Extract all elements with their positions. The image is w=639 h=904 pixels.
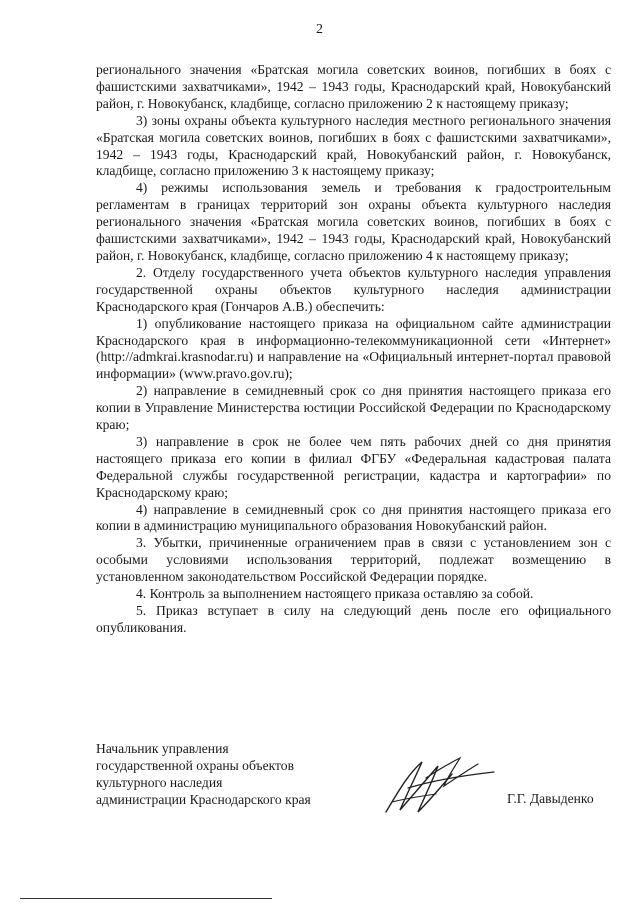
paragraph: 3. Убытки, причиненные ограничением прав в связи с установлением зон с особыми условиями использования территорий, подлежат возмещению в установленном законодательством Российской Федерации порядке.: [96, 535, 611, 585]
handwritten-signature: [378, 752, 498, 818]
position-line: государственной охраны объектов: [96, 758, 295, 773]
paragraph: 4. Контроль за выполнением настоящего приказа оставляю за собой.: [136, 586, 534, 602]
signer-name: Г.Г. Давыденко: [507, 791, 594, 806]
paragraph: 3) зоны охраны объекта культурного наследия местного регионального значения «Братская могила советских воинов, погибших в боях с фашистскими захватчиками», 1942 – 1943 годы, Краснодарский край, Новокубанский район, г. Новокубанск, кладбище, согласно приложению 3 к настоящему приказу;: [96, 112, 611, 179]
paragraph: регионального значения «Братская могила советских воинов, погибших в боях с фашистскими захватчиками», 1942 – 1943 годы, Краснодарский край, Новокубанский район, г. Новокубанск, кладбище, согласно приложению 2 к настоящему приказу;: [96, 62, 611, 111]
page-number: 2: [316, 22, 323, 37]
document-body: [96, 62, 611, 637]
paragraph: 2) направление в семидневный срок со дня принятия настоящего приказа его копии в Управление Министерства юстиции Российской Федерации по Краснодарскому краю;: [96, 383, 611, 433]
position-line: администрации Краснодарского края: [96, 792, 311, 807]
paragraph: 1) опубликование настоящего приказа на официальном сайте администрации Краснодарского края в информационно-телекоммуникационной сети «Интернет» (http://admkrai.krasnodar.ru) и направление на «Официальный интернет-портал правовой информации» (www.pravo.gov.ru);: [96, 315, 611, 382]
signatory-position: [96, 740, 356, 808]
paragraph: 4) направление в семидневный срок со дня принятия настоящего приказа его копии в администрацию муниципального образования Новокубанский район.: [96, 501, 611, 534]
position-line: культурного наследия: [96, 775, 223, 790]
position-line: Начальник управления: [96, 741, 229, 756]
footnote-rule: [20, 898, 272, 899]
paragraph: 4) режимы использования земель и требования к градостроительным регламентам в границах территорий зон охраны объекта культурного наследия регионального значения «Братская могила советских воинов, погибших в боях с фашистскими захватчиками», 1942 – 1943 годы, Краснодарский край, Новокубанский район, г. Новокубанск, кладбище, согласно приложению 4 к настоящему приказу;: [96, 180, 611, 263]
paragraph: 2. Отделу государственного учета объектов культурного наследия управления государственной охраны объектов культурного наследия администрации Краснодарского края (Гончаров А.В.) обеспечить:: [96, 264, 611, 314]
paragraph: 3) направление в срок не более чем пять рабочих дней со дня принятия настоящего приказа его копии в филиал ФГБУ «Федеральная кадастровая палата Федеральной службы государственной регистрации, кадастра и картографии» по Краснодарскому краю;: [96, 433, 611, 500]
paragraph: 5. Приказ вступает в силу на следующий день после его официального опубликования.: [96, 603, 611, 635]
